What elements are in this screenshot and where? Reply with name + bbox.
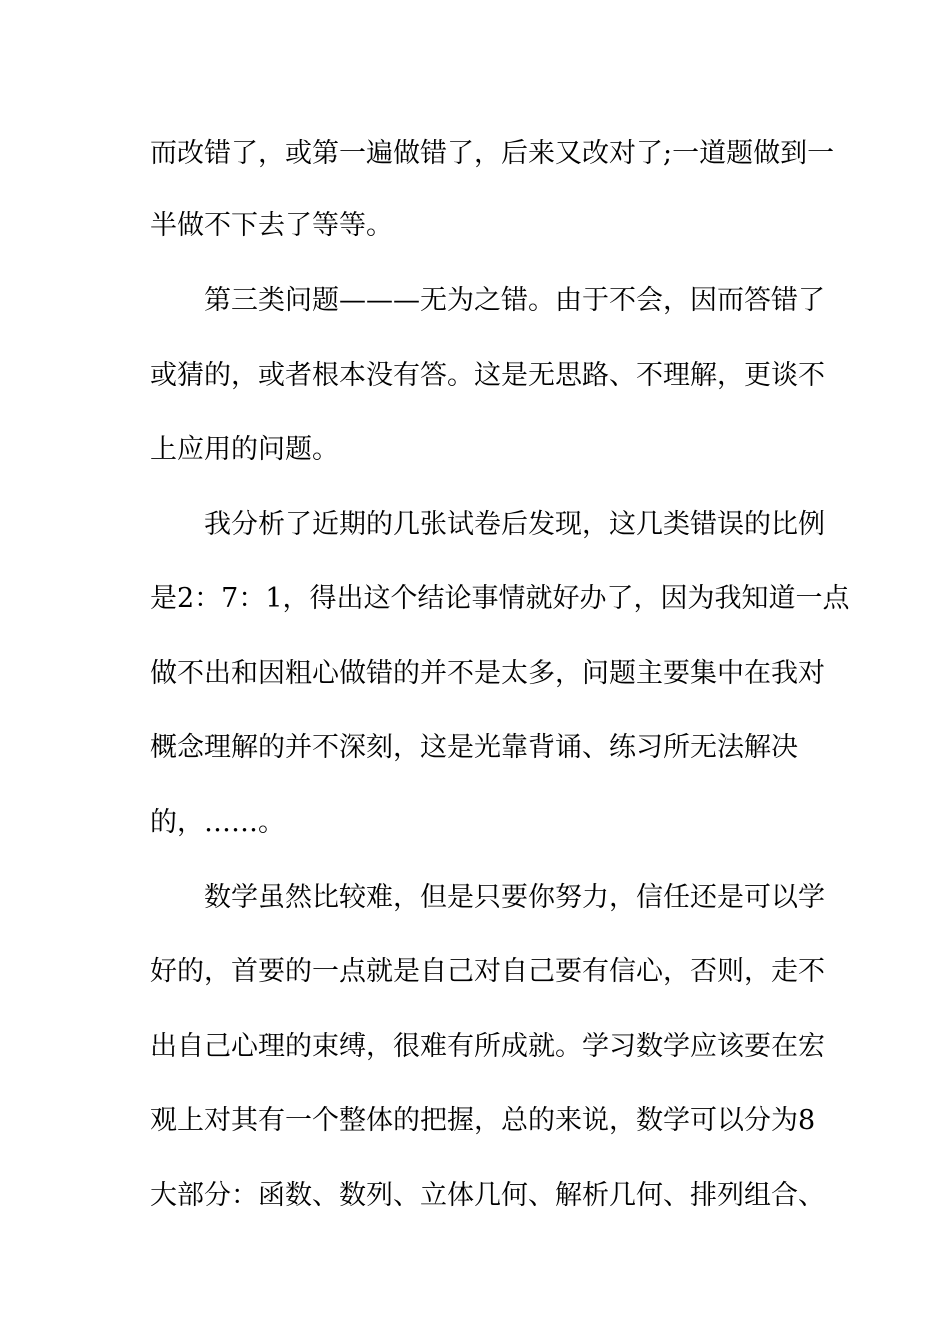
text-line: 上应用的问题。 — [150, 434, 339, 465]
text-line: 而改错了，或第一遍做错了，后来又改对了;一道题做到一 — [150, 138, 835, 169]
paragraph-first-line: 数学虽然比较难，但是只要你努力，信任还是可以学 — [204, 882, 825, 913]
text-line: 概念理解的并不深刻，这是光靠背诵、练习所无法解决 — [150, 732, 798, 763]
text-line: 大部分：函数、数列、立体几何、解析几何、排列组合、 — [150, 1180, 825, 1211]
text-line: 或猜的，或者根本没有答。这是无思路、不理解，更谈不 — [150, 360, 825, 391]
text-line: 出自己心理的束缚，很难有所成就。学习数学应该要在宏 — [150, 1031, 825, 1062]
text-line: 的，……。 — [150, 807, 285, 838]
text-line: 好的，首要的一点就是自己对自己要有信心，否则，走不 — [150, 956, 825, 987]
text-line: 做不出和因粗心做错的并不是太多，问题主要集中在我对 — [150, 658, 825, 689]
text-line: 观上对其有一个整体的把握，总的来说，数学可以分为8 — [150, 1105, 816, 1136]
text-line: 是2：7：1，得出这个结论事情就好办了，因为我知道一点 — [150, 583, 850, 614]
paragraph-first-line: 我分析了近期的几张试卷后发现，这几类错误的比例 — [204, 509, 825, 540]
paragraph-first-line: 第三类问题———无为之错。由于不会，因而答错了 — [204, 285, 825, 316]
text-line: 半做不下去了等等。 — [150, 210, 393, 241]
